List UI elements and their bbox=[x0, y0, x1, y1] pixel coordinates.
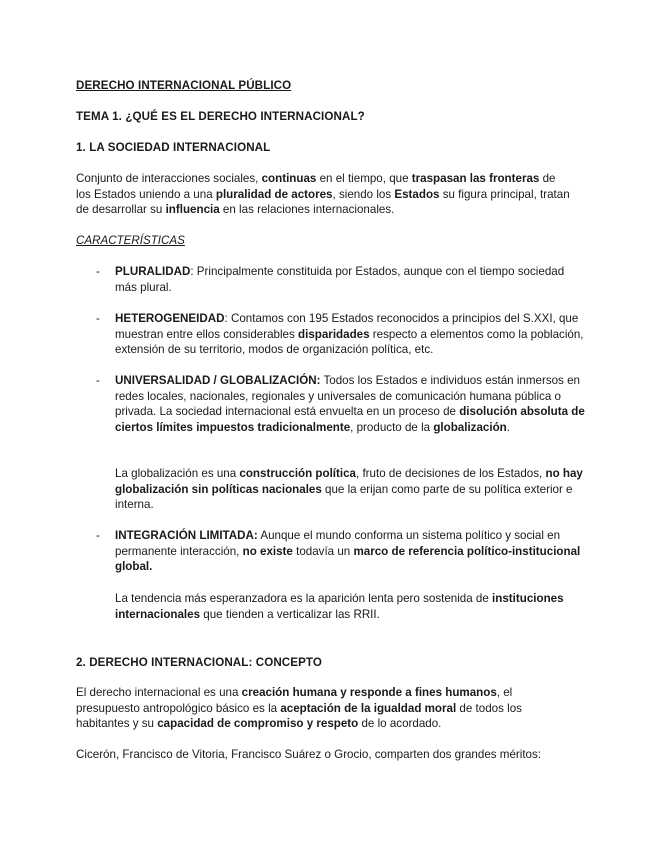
characteristics-heading: CARACTERÍSTICAS bbox=[76, 234, 185, 247]
bullet-dash: - bbox=[96, 312, 100, 325]
doc-title: DERECHO INTERNACIONAL PÚBLICO bbox=[76, 79, 292, 92]
section2-closing: Cicerón, Francisco de Vitoria, Francisco Suárez o Grocio, comparten dos grandes méritos: bbox=[76, 748, 542, 761]
section1-title: 1. LA SOCIEDAD INTERNACIONAL bbox=[76, 141, 271, 154]
list-item-universalidad: UNIVERSALIDAD / GLOBALIZACIÓN: Todos los Estados e individuos están inmersos en redes locales, nacionales, regionales y universales de comunicación humana pública o privada. La sociedad internacional está envuelta en un proceso de disolución absoluta de ciertos límites impuestos tradicionalmente, producto de la globalización. bbox=[115, 374, 585, 434]
list-item-integracion-continued: La tendencia más esperanzadora es la aparición lenta pero sostenida de instituciones internacionales que tienden a verticalizar las RRII. bbox=[115, 592, 564, 621]
list-item-universalidad-continued: La globalización es una construcción política, fruto de decisiones de los Estados, no hay globalización sin políticas nacionales que la erijan como parte de su política exterior e interna. bbox=[115, 467, 583, 512]
bullet-dash: - bbox=[96, 529, 100, 542]
list-item-heterogeneidad: HETEROGENEIDAD: Contamos con 195 Estados reconocidos a principios del S.XXI, que muestran entre ellos considerables disparidades respecto a elementos como la población, extensión de su territorio, modos de organización política, etc. bbox=[115, 312, 584, 357]
bullet-dash: - bbox=[96, 374, 100, 387]
list-item-pluralidad: PLURALIDAD: Principalmente constituida por Estados, aunque con el tiempo sociedad más plural. bbox=[115, 265, 565, 294]
section1-intro: Conjunto de interacciones sociales, continuas en el tiempo, que traspasan las fronteras de los Estados uniendo a una pluralidad de actores, siendo los Estados su figura principal, tratan de desarrollar su influencia en las relaciones internacionales. bbox=[76, 172, 570, 217]
list-item-integracion: INTEGRACIÓN LIMITADA: Aunque el mundo conforma un sistema político y social en permanente interacción, no existe todavía un marco de referencia político-institucional global. bbox=[115, 529, 581, 574]
bullet-dash: - bbox=[96, 265, 100, 278]
section2-title: 2. DERECHO INTERNACIONAL: CONCEPTO bbox=[76, 656, 323, 669]
section2-intro: El derecho internacional es una creación humana y responde a fines humanos, el presupuesto antropológico básico es la aceptación de la igualdad moral de todos los habitantes y su capacidad de compromiso y respeto de lo acordado. bbox=[76, 686, 522, 731]
topic-title: TEMA 1. ¿QUÉ ES EL DERECHO INTERNACIONAL? bbox=[76, 110, 365, 123]
